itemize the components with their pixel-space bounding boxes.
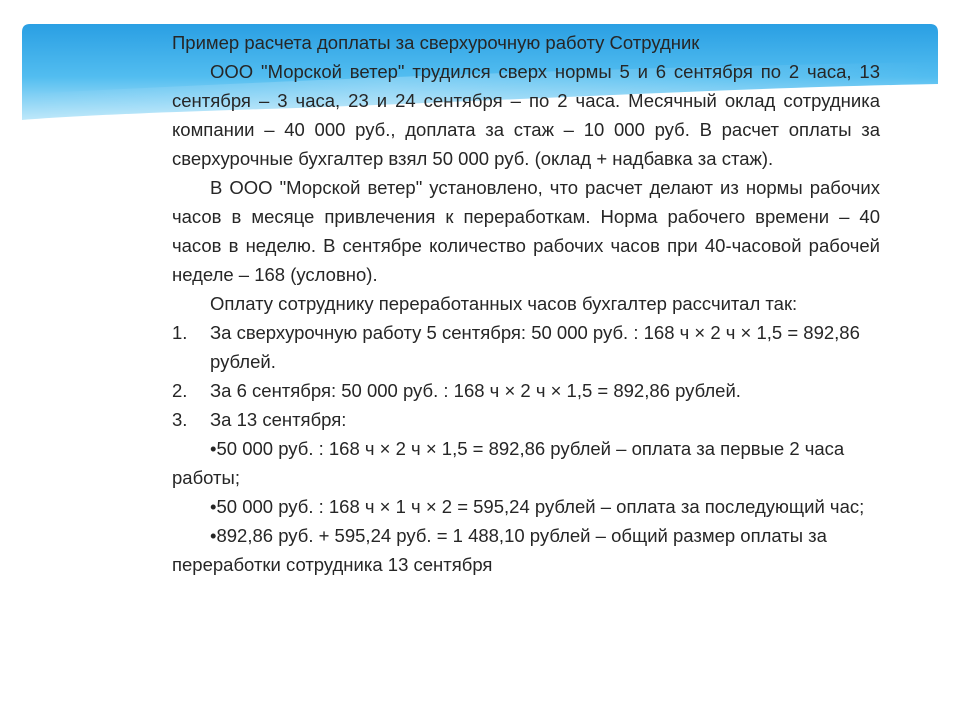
paragraph-calc-intro: Оплату сотруднику переработанных часов бухгалтер рассчитал так: xyxy=(210,293,798,314)
list-item xyxy=(172,318,880,376)
list-item xyxy=(172,376,880,405)
list-item xyxy=(172,405,880,434)
list-number: 3. xyxy=(172,409,188,430)
list-item-text: За 6 сентября: 50 000 руб. : 168 ч × 2 ч × 1,5 = 892,86 рублей. xyxy=(210,380,741,401)
slide-text-body xyxy=(172,28,880,579)
bullet-list xyxy=(172,434,880,579)
numbered-list xyxy=(172,318,880,434)
list-number: 1. xyxy=(172,322,188,343)
list-item-text: За 13 сентября: xyxy=(210,409,347,430)
bullet-item: •50 000 руб. : 168 ч × 1 ч × 2 = 595,24 рублей – оплата за последующий час; xyxy=(210,496,865,517)
list-number: 2. xyxy=(172,380,188,401)
paragraph-intro-heading: Пример расчета доплаты за сверхурочную работу Сотрудник xyxy=(172,32,700,53)
paragraph-intro: ООО "Морской ветер" трудился сверх нормы 5 и 6 сентября по 2 часа, 13 сентября – 3 часа, 23 и 24 сентября – по 2 часа. Месячный оклад сотрудника компании – 40 000 руб., доплата за стаж – 10 000 руб. В расчет оплаты за сверхурочные бухгалтер взял 50 000 руб. (оклад + надбавка за стаж). xyxy=(172,61,880,169)
paragraph-norm: В ООО "Морской ветер" установлено, что расчет делают из нормы рабочих часов в месяце привлечения к переработкам. Норма рабочего времени – 40 часов в неделю. В сентябре количество рабочих часов при 40-часовой рабочей неделе – 168 (условно). xyxy=(172,177,880,285)
bullet-item: •50 000 руб. : 168 ч × 2 ч × 1,5 = 892,86 рублей – оплата за первые 2 часа работы; xyxy=(172,438,845,488)
bullet-item: •892,86 руб. + 595,24 руб. = 1 488,10 рублей – общий размер оплаты за переработки сотрудника 13 сентября xyxy=(172,525,827,575)
list-item-text: За сверхурочную работу 5 сентября: 50 000 руб. : 168 ч × 2 ч × 1,5 = 892,86 рублей. xyxy=(210,322,860,372)
